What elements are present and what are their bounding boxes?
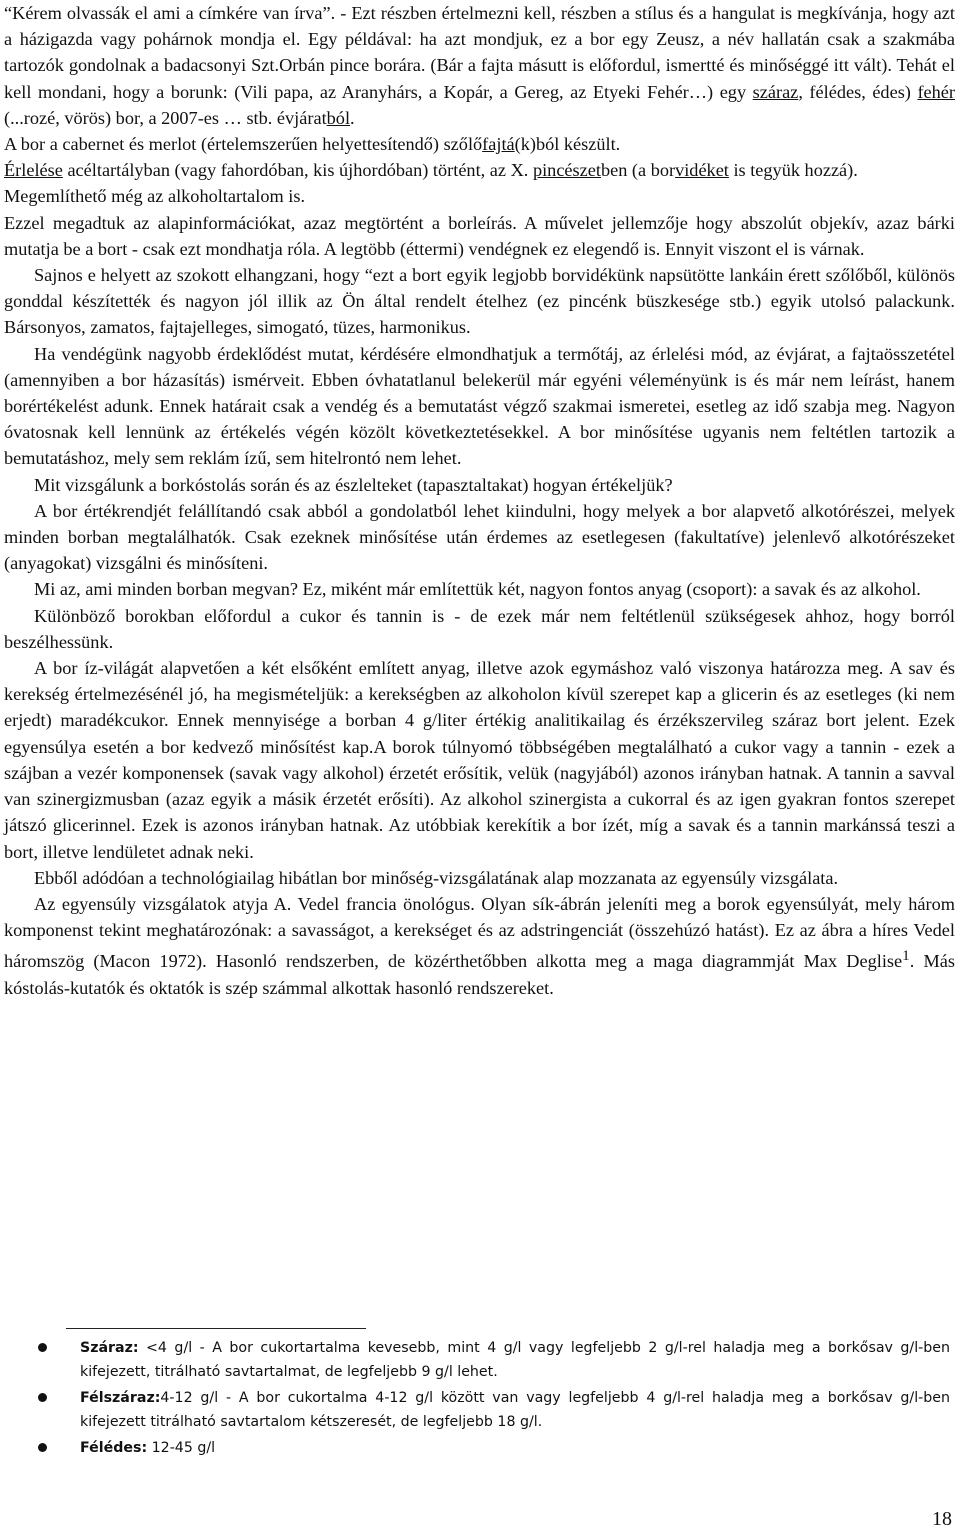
paragraph [4,603,955,655]
footnote-text: 4-12 g/l - A bor cukortalma 4-12 g/l között van vagy legfeljebb 4 g/l-rel haladja meg a borkősav g/l-ben kifejezett titrálható savtartalom kétszeresét, de legfeljebb 18 g/l. [80,1390,950,1430]
page-number: 18 [932,1508,952,1530]
text-run: Az egyensúly vizsgálatok atyja A. Vedel francia önológus. Olyan sík-ábrán jeleníti meg a borok egyensúlyát, mely három komponenst tekint meghatározónak: a savasságot, a kerekséget és az adstringenciát (összehúzó hatást). Ez az ábra a híres Vedel háromszög (Macon 1972). Hasonló rendszerben, de közérthetőbben alkotta meg a maga diagrammját Max Deglise [4,893,955,972]
paragraph [4,891,955,1001]
paragraph [4,0,955,131]
text-run: Mit vizsgálunk a borkóstolás során és az észlelteket (tapasztaltakat) hogyan értékeljük? [34,474,673,495]
text-run: Ezzel megadtuk az alapinformációkat, azaz megtörtént a borleírás. A művelet jellemzője hogy abszolút objekív, azaz bárki mutatja be a bort - csak ezt mondhatja róla. A legtöbb (éttermi) vendégnek ez elegendő is. Ennyit viszont el is várnak. [4,212,955,259]
text-run: Ebből adódóan a technológiailag hibátlan bor minőség-vizsgálatának alap mozzanata az egyensúly vizsgálata. [34,867,839,888]
bullet-icon [38,1343,47,1352]
footnote-item [36,1436,950,1460]
footnote-item [36,1386,950,1434]
footnote-term: Félédes: [80,1440,148,1456]
footnote-item [36,1336,950,1384]
paragraph [4,341,955,472]
paragraph [4,183,955,209]
text-run: acéltartályban (vagy fahordóban, kis újhordóban) történt, az X. [62,160,533,181]
text-run: A bor íz-világát alapvetően a két elsőként említett anyag, illetve azok egymáshoz való viszonya határozza meg. A sav és kerekség értelmezésénél jó, ha megismételjük: a kerekségben az alkoholon kívül szerepet kap a glicerin és az esetleges (ki nem erjedt) maradékcukor. Ennek mennyisége a borban 4 g/liter értékig analitikailag és érzékszervileg száraz bort jelent. Ezek egyensúlya esetén a bor kedvező minősítést kap.A borok túlnyomó többségében megtalálható a cukor vagy a tannin - ezek a szájban a vezér komponensek (savak vagy alkohol) érzetét erősítik, velük (nagyjából) azonos irányban hatnak. A tannin a savval van szinergizmusban (azaz egyik a másik érzetét erősíti). Az alkohol szinergista a cukorral és az igen gyakran fontos szerepet játszó glicerinnel. Ezek is azonos irányban hatnak. Az utóbbiak kerekítik a bor ízét, míg a savak és a tannin markánssá teszi a bort, illetve lendületet adnak neki. [4,658,955,862]
text-run: (k)ból készült. [514,134,621,155]
footnote-term: Száraz: [80,1340,139,1356]
body-text [4,0,955,1001]
underlined-text: fehér [917,81,955,102]
footnote-text: 12-45 g/l [147,1440,216,1456]
footnote-ref: 1 [902,947,910,965]
paragraph [4,131,955,157]
bullet-icon [38,1393,47,1402]
paragraph [4,655,955,865]
text-run: “Kérem olvassák el ami a címkére van írva”. - Ezt részben értelmezni kell, részben a stílus és a hangulat is megkívánja, hogy azt a házigazda vagy pohárnok mondja el. Egy példával: ha azt mondjuk, ez a bor egy Zeusz, a név hallatán csak a szakmába tartozók gondolnak a badacsonyi Szt.Orbán pince borára. (Bár a fajta másutt is előfordul, ismertté és minőséggé itt vált). Tehát el kell mondani, hogy a borunk: (Vili papa, az Aranyhárs, a Kopár, a Gereg, az Etyeki Fehér…) egy [4,3,955,102]
bullet-icon [38,1443,47,1452]
paragraph [4,576,955,602]
text-run: (...rozé, vörös) bor, a 2007-es … stb. évjárat [4,107,327,128]
text-run: Megemlíthető még az alkoholtartalom is. [4,186,306,207]
text-run: Sajnos e helyett az szokott elhangzani, hogy “ezt a bort egyik legjobb borvidékünk napsütötte lankáin érett szőlőből, különös gonddal készítették és nagyon jól illik az Ön által rendelt ételhez (ez pincénk büszkesége stb.) egyik utolsó palackunk. Bársonyos, zamatos, fajtajelleges, simogató, tüzes, harmonikus. [4,265,955,338]
text-run: is tegyük hozzá). [728,160,858,181]
text-run: Mi az, ami minden borban megvan? Ez, miként már említettük két, nagyon fontos anyag (csoport): a savak és az alkohol. [34,579,921,600]
underlined-text: vidéket [675,160,729,181]
paragraph [4,865,955,891]
underlined-text: ból [326,107,351,128]
text-run: Ha vendégünk nagyobb érdeklődést mutat, kérdésére elmondhatjuk a termőtáj, az érlelési mód, az évjárat, a fajtaösszetétel (amennyiben a bor házasítás) ismérveit. Ebben óvhatatlanul belekerül már egyéni véleményünk is és már nem leírást, hanem borértékelést adunk. Ennek határait csak a vendég és a bemutatást végző szakmai ismeretei, esetleg az idő szabja meg. Nagyon óvatosnak kell lennünk az értékelés végén közölt következtetésekkel. A bor minősítése ugyanis nem feltétlen tartozik a bemutatáshoz, mely sem reklám ízű, sem hitelrontó nem lehet. [4,343,955,469]
underlined-text: Érlelése [4,160,63,181]
footnote-term: Félszáraz: [80,1390,161,1406]
underlined-text: száraz [752,81,799,102]
text-run: . Más kóstolás-kutatók és oktatók is szép számmal alkottak hasonló rendszereket. [4,951,956,998]
text-run: ben (a bor [600,160,676,181]
text-run: . [350,107,355,128]
footnote-text: <4 g/l - A bor cukortartalma kevesebb, mint 4 g/l vagy legfeljebb 2 g/l-rel haladja meg a borkősav g/l-ben kifejezett, titrálható savtartalmat, de legfeljebb 9 g/l lehet. [80,1340,950,1380]
text-run: A bor a cabernet és merlot (értelemszerűen helyettesítendő) szőlő [4,134,483,155]
text-run: Különböző borokban előfordul a cukor és tannin is - de ezek már nem feltétlenül szükségesek ahhoz, hogy borról beszélhessünk. [4,605,955,652]
paragraph [4,210,955,262]
footnote-separator [66,1328,366,1329]
paragraph [4,472,955,498]
underlined-text: pincészet [532,160,601,181]
paragraph [4,262,955,341]
text-run: A bor értékrendjét felállítandó csak abból a gondolatból lehet kiindulni, hogy melyek a bor alapvető alkotórészei, melyek minden borban megtalálhatók. Csak ezeknek minősítése után érdemes az esetlegesen (fakultatíve) jelenlevő alkotórészeket (anyagokat) vizsgálni és minősíteni. [4,500,955,574]
text-run: , félédes, édes) [798,81,918,102]
paragraph [4,498,955,577]
underlined-text: fajtá [482,134,515,155]
paragraph [4,157,955,183]
footnotes [36,1336,950,1462]
